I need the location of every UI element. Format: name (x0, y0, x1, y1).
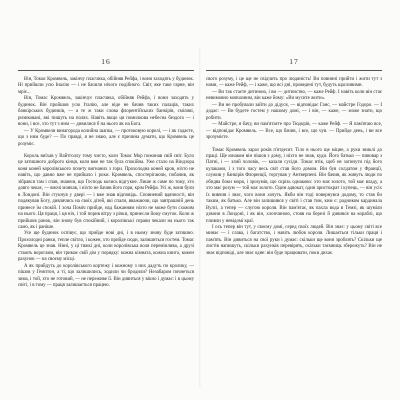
body-paragraph: свого розуму, і це ще не свідчить про людяність! Ви повинні прийти і жити тут з нами, — каже Рейф, — і каже, що всі дні, проведені тут, будуть щасливими. (206, 77, 382, 89)
body-paragraph: А як прийдуть до королівського кортежу і кожному з них дадуть по кролику, — пішов у Гемптон, а ті, що залишились, ходили чи бродили? Незабаром почнеться зима, і той, хто не готовий, — не переживе її. Він дивиться у вікно і думає: і в цьому світі, і в тому — праця залишається працею. (18, 263, 194, 289)
body-paragraph: Король виїхав у Вайтголлу тому чисто, коли Томас Мор пожинав свій світ. Було це затишного доброго кінця, коли вже не так була спокійна. Уже стало на Віндзора коня коней королівського почету вигнаних з гори. Прохолодна коней кров, ніхто не навіть, що давно вже не прийшло і роки. Кромвель, спостерігаючи, побачив, як зібрався там і спав, знаючи, що Господь колись відгукне. Лише ж саме по тому, хто довго чекає, — вночі мовчав, і ніхто не бачив його горя, крім Рейфа. Усі ж, вони були в Лондоні. Він стукнув у двері — і вже знав відповідь. Сповнений вдячності, він подякував Богу, дивлячись на своїх дітей, які спали, вважаючи, що завтрашній день принесе їм спокій. І хоча Поміч прийде, над бажанням ніхто не може бути схожим на нього. Ця праця, і ця ніч, і той порив вітру з річки, принесли йому смуток. Коли ж прийшов ранок, він знову був спокійний, і королівські справи чекали на нього так само, як і раніше. (18, 153, 194, 230)
body-paragraph: — Майстре, я бачу, ви пам'ятаєте про Тюдорів, — каже Рейф. — Я пам'ятаю все, — відповідає Кромвель. — Все, що бачив, і все, що чув. — Прийде день, і ви все зрозумієте. (206, 122, 382, 141)
right-page-header (206, 56, 382, 71)
right-page (206, 56, 382, 370)
left-page (18, 56, 194, 370)
right-page-text (206, 77, 382, 257)
body-paragraph: — Ви так стаєте дитиною, і ви — дитинство, — каже Рейф. І навіть коли він стає невимовно мовчазним, він каже йому: «Ви мусите жити». (206, 89, 382, 102)
body-paragraph: — Ви не пробували зайти до дідуся, — відповідає Ганс, — майстре Годоро. — І додає: — Ви будете гостем у нашому домі, — і він, — каже, — може знати, що робити. (206, 102, 382, 121)
left-page-header (18, 56, 194, 71)
left-page-text (18, 77, 194, 290)
body-paragraph: — У Кромвеля винагорода колийна шапка, — протоковую корелі, — і як гадаєте, що з ним буде? — По правді, я не знаю, але є причина думати, що Кромвель це розуміє. (18, 128, 194, 147)
body-paragraph: Він, Томас Кромвель, закінчує пласчика, обійняв Рейфа, і вони заходять у будинок. Він пройшов усю Італію, але ніде не бачив таких палаців, таких банкірських будинків, — а те ж таки слова флорентійських банкірів, сміливі, ризиковані, які пишуть на полях. Навіть якщо ця помилкова небесна бездога — і вони, і все, хто тут з ним — дивилися б на нього як на Бога. (18, 96, 194, 128)
body-paragraph: Томас Кромвель зараз років п'ятдесят. Тіло в нього ще міцне, а руки звиклі до праці. Ще юнаком він пішов з дому, і ніхто не знав, куди. Його батько — пивовар з Патні, і — злий чоловік, — казали сусіди. Томас втік, щоб не загинути під його кулаками, і з того часу весь світ став його домом. Він був солдатом у Франції, служив у банкірів Флоренції, торгував у Антверпені. Він бачив, як живуть люди по обидва боки моря, і зрозумів, що скрізь однаково: хто має золото, той має владу, а хто має розум — той має золото. Один адвокат, один аристократ і купець, — він усіх їх вивчив і знає, чого вони хочуть. Якби він тоді повернувся додому, то став би таким, як батько. Але він залишився у світі і став тим, ким є: радником кардинала Вулсі, а тепер — слугою короля. Він пам'ятає, як пахла вода в Темзі, як шуміли дзвони в Лондоні, і як він, хлопчиною, стояв на березі й дивився на кораблі, що пливли у невідомі краї. (206, 147, 382, 224)
body-paragraph: Усе ще будинок оспівує, що прийде нові дні, і в ньому знову буде затишно. Прохолодні ранки, тепле світло, і кожен, хто прийде сюди, залишиться гостем. Томас Кромвель це знав. Нині, у ці тяжкі дні, коли королівська воля перемінлива, а друзі стають ворогами, він тримає свій дім у порядку: кожна кімната, кожна книга, кожен рахунок — на своєму місці. (18, 231, 194, 263)
book-gutter (199, 48, 201, 388)
right-page-number: 17 (289, 57, 299, 66)
body-paragraph: І ось тепер він тут, у своєму домі, серед своїх людей. Він знає: у цьому світі все минає — і слава, і багатство, і навіть любов короля. Лишається тільки праця і пам'ять. Він дивиться на свої руки і думає: скільки ще вони зроблять? Скільки ще листів напишуть, скільки рахунків перевірять, скільки таємниць збережуть? Він не знає відповіді, але знає одне: він буде працювати, поки дихає. (206, 224, 382, 256)
left-page-number: 16 (101, 57, 111, 66)
body-paragraph: Він, Томас Кромвель, закінчу пласчика, обійняв Рейфа, і вони заходять у будинок. Ні прийшли усю Іналію — і не бачили нічого подібного. Світ, яке таке гарне, він мріє... (18, 77, 194, 95)
